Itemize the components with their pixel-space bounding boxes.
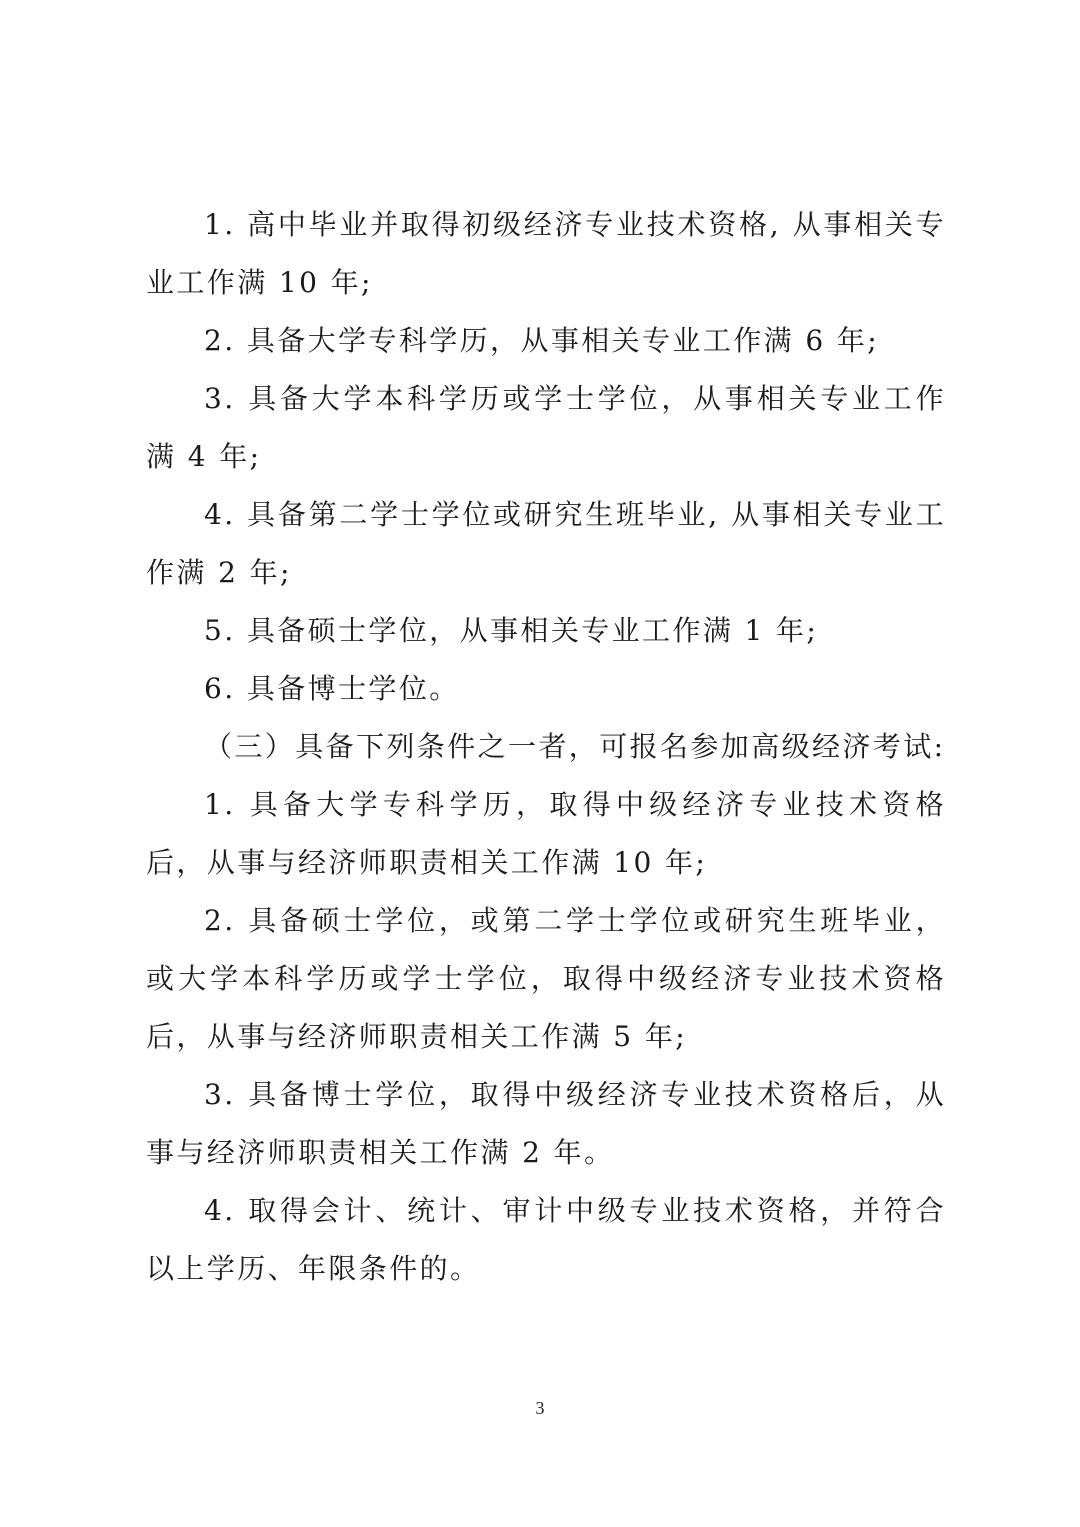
document-body bbox=[146, 196, 946, 1298]
paragraph-3: 3. 具备大学本科学历或学士学位，从事相关专业工作满 4 年; bbox=[146, 382, 946, 473]
page-number: 3 bbox=[535, 1398, 545, 1418]
paragraph-9: 3. 具备博士学位，取得中级经济专业技术资格后，从事与经济师职责相关工作满 2 年。 bbox=[146, 1078, 946, 1169]
paragraph-1: 1. 高中毕业并取得初级经济专业技术资格, 从事相关专业工作满 10 年; bbox=[146, 208, 946, 299]
paragraph-5: 5. 具备硕士学位，从事相关专业工作满 1 年; bbox=[204, 614, 819, 647]
section-heading-3: （三）具备下列条件之一者，可报名参加高级经济考试: bbox=[204, 730, 946, 763]
paragraph-6: 6. 具备博士学位。 bbox=[204, 672, 460, 705]
paragraph-2: 2. 具备大学专科学历，从事相关专业工作满 6 年; bbox=[204, 324, 880, 357]
paragraph-7: 1. 具备大学专科学历，取得中级经济专业技术资格后，从事与经济师职责相关工作满 10 年; bbox=[146, 788, 946, 879]
paragraph-8: 2. 具备硕士学位，或第二学士学位或研究生班毕业，或大学本科学历或学士学位，取得中级经济专业技术资格后，从事与经济师职责相关工作满 5 年; bbox=[146, 904, 946, 1053]
paragraph-4: 4. 具备第二学士学位或研究生班毕业, 从事相关专业工作满 2 年; bbox=[146, 498, 946, 589]
paragraph-10: 4. 取得会计、统计、审计中级专业技术资格，并符合以上学历、年限条件的。 bbox=[146, 1194, 946, 1285]
